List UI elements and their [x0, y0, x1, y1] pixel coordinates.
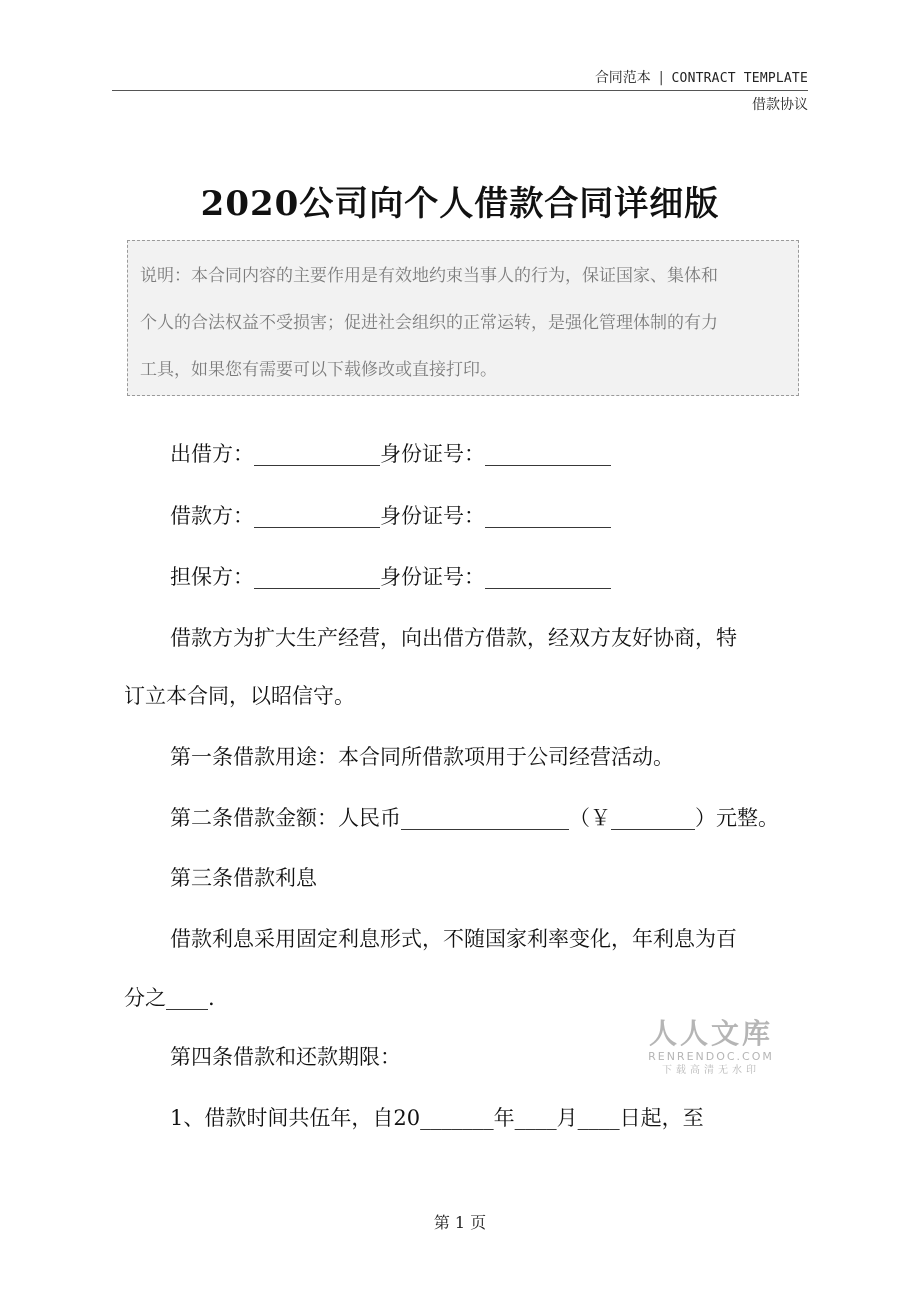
guarantor-line: 担保方：____________身份证号：____________ [170, 565, 611, 589]
header-divider [112, 90, 808, 91]
article-4-title: 第四条借款和还款期限： [170, 1045, 401, 1069]
article-4-item-1: 1、借款时间共伍年，自20_______年____月____日起，至 [170, 1106, 704, 1130]
watermark-main: 人人文库 [648, 1017, 773, 1050]
header-separator: | [658, 70, 664, 86]
article-3-paragraph-line: 分之____. [124, 986, 215, 1010]
article-2: 第二条借款金额：人民币________________（￥________）元整。 [170, 806, 779, 830]
document-title: 2020公司向个人借款合同详细版 [200, 184, 720, 224]
watermark-logo [646, 1018, 776, 1078]
watermark-sub: 下载高清无水印 [662, 1065, 760, 1076]
article-3-paragraph-line: 借款利息采用固定利息形式，不随国家利率变化，年利息为百 [170, 927, 737, 951]
intro-paragraph-line: 订立本合同，以昭信守。 [124, 684, 355, 708]
lender-line: 出借方：____________身份证号：____________ [170, 442, 611, 466]
article-3-title: 第三条借款利息 [170, 866, 317, 890]
notice-box [127, 240, 799, 396]
borrower-line: 借款方：____________身份证号：____________ [170, 504, 611, 528]
header [594, 68, 808, 113]
header-category [595, 68, 808, 88]
header-subtitle: 借款协议 [752, 97, 808, 113]
notice-line: 工具，如果您有需要可以下载修改或直接打印。 [140, 360, 497, 380]
notice-line: 说明：本合同内容的主要作用是有效地约束当事人的行为，保证国家、集体和 [140, 266, 718, 286]
header-category-en: CONTRACT TEMPLATE [671, 71, 808, 86]
watermark-url: RENRENDOC.COM [648, 1050, 774, 1063]
notice-line: 个人的合法权益不受损害；促进社会组织的正常运转，是强化管理体制的有力 [140, 313, 718, 333]
header-category-cn: 合同范本 [594, 70, 651, 86]
intro-paragraph-line: 借款方为扩大生产经营，向出借方借款，经双方友好协商，特 [170, 626, 737, 650]
page-number: 第 1 页 [433, 1213, 487, 1232]
article-1: 第一条借款用途：本合同所借款项用于公司经营活动。 [170, 745, 674, 769]
